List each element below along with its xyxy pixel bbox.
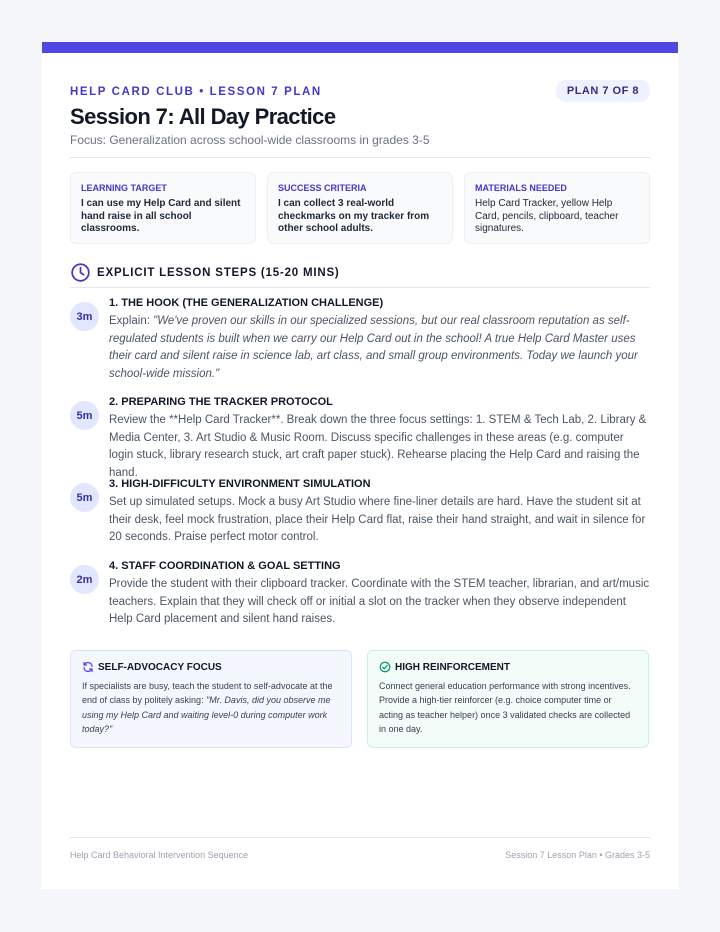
plan-badge: PLAN 7 OF 8 xyxy=(556,80,650,102)
step-title: 4. STAFF COORDINATION & GOAL SETTING xyxy=(109,560,341,572)
clock-icon xyxy=(70,262,91,283)
callout-text xyxy=(82,679,340,736)
step-title: 3. HIGH-DIFFICULTY ENVIRONMENT SIMULATION xyxy=(109,478,371,490)
step-text xyxy=(109,313,650,383)
step-text: Set up simulated setups. Mock a busy Art Studio where fine-liner details are hard. Have the student sit at their desk, feel mock frustration, place their Help Card flat, raise their hand straight, and wait in silence for 20 seconds. Praise perfect motor control. xyxy=(109,496,646,543)
step-quote: "We've proven our skills in our specialized sessions, but our real classroom reputation as self-regulated students is built when we carry our Help Card out in the school! A true Help Card Master uses their card and silent raise in science lab, art class, and small group environments. Today we launch your school-wide mission." xyxy=(109,315,638,380)
materials-needed-card xyxy=(464,172,650,244)
callout-body: If specialists are busy, teach the student to self-advocate at the end of class by politely asking: xyxy=(82,681,333,706)
check-circle-icon xyxy=(379,661,391,673)
high-reinforcement-callout xyxy=(367,650,649,748)
step-duration-badge: 5m xyxy=(70,483,99,512)
step-text: Review the **Help Card Tracker**. Break down the three focus settings: 1. STEM & Tech Lab, 2. Library & Media Center, 3. Art Studio & Music Room. Discuss specific challenges in these areas (e.g. computer login stuck, library research stuck, art craft paper stuck). Rehearse placing the Help Card and raising the hand. xyxy=(109,414,647,479)
step-duration-badge: 2m xyxy=(70,565,99,594)
lesson-kicker: HELP CARD CLUB • LESSON 7 PLAN xyxy=(70,86,322,98)
step-body xyxy=(109,559,650,629)
page-title: Session 7: All Day Practice xyxy=(70,104,336,129)
step-body xyxy=(109,395,650,482)
card-label: SUCCESS CRITERIA xyxy=(278,183,367,193)
callout-title: HIGH REINFORCEMENT xyxy=(395,661,510,673)
step-body xyxy=(109,477,650,547)
footer-left: Help Card Behavioral Intervention Sequence xyxy=(70,850,249,860)
focus-subtitle: Focus: Generalization across school-wide classrooms in grades 3-5 xyxy=(70,133,430,147)
success-criteria-card xyxy=(267,172,453,244)
section-divider xyxy=(70,287,650,288)
accent-bar xyxy=(42,42,678,53)
lesson-plan-page xyxy=(42,42,678,889)
footer-right: Session 7 Lesson Plan • Grades 3-5 xyxy=(505,850,650,860)
callout-quote: "Mr. Davis, did you observe me using my Help Card and waiting level-0 during computer work today?" xyxy=(82,695,331,734)
learning-target-card xyxy=(70,172,256,244)
refresh-icon xyxy=(82,661,94,673)
step-text: Provide the student with their clipboard tracker. Coordinate with the STEM teacher, librarian, and art/music teachers. Explain that they will check off or initial a slot on the tracker when they observe independent Help Card placement and silent hand raises. xyxy=(109,578,650,625)
step-duration-badge: 3m xyxy=(70,302,99,331)
card-text: I can use my Help Card and silent hand raise in all school classrooms. xyxy=(81,198,241,234)
card-text: I can collect 3 real-world checkmarks on my tracker from other school adults. xyxy=(278,198,430,234)
footer-divider xyxy=(70,837,650,838)
section-title: EXPLICIT LESSON STEPS (15-20 MINS) xyxy=(97,266,340,279)
card-label: LEARNING TARGET xyxy=(81,183,167,193)
step-duration-badge: 5m xyxy=(70,401,99,430)
step-title: 2. PREPARING THE TRACKER PROTOCOL xyxy=(109,396,333,408)
callout-title: SELF-ADVOCACY FOCUS xyxy=(98,661,222,673)
step-lead: Explain: xyxy=(109,315,154,327)
step-title: 1. THE HOOK (THE GENERALIZATION CHALLENGE) xyxy=(109,297,384,309)
card-label: MATERIALS NEEDED xyxy=(475,183,567,193)
lesson-steps-heading xyxy=(70,262,340,283)
callout-heading xyxy=(82,661,340,673)
step-body xyxy=(109,296,650,383)
header-divider xyxy=(70,157,650,158)
self-advocacy-callout xyxy=(70,650,352,748)
callout-heading xyxy=(379,661,637,673)
card-text: Help Card Tracker, yellow Help Card, pencils, clipboard, teacher signatures. xyxy=(475,198,619,234)
callout-text: Connect general education performance with strong incentives. Provide a high-tier reinforcer (e.g. choice computer time or acting as teacher helper) once 3 validated checks are collected in one day. xyxy=(379,681,631,734)
